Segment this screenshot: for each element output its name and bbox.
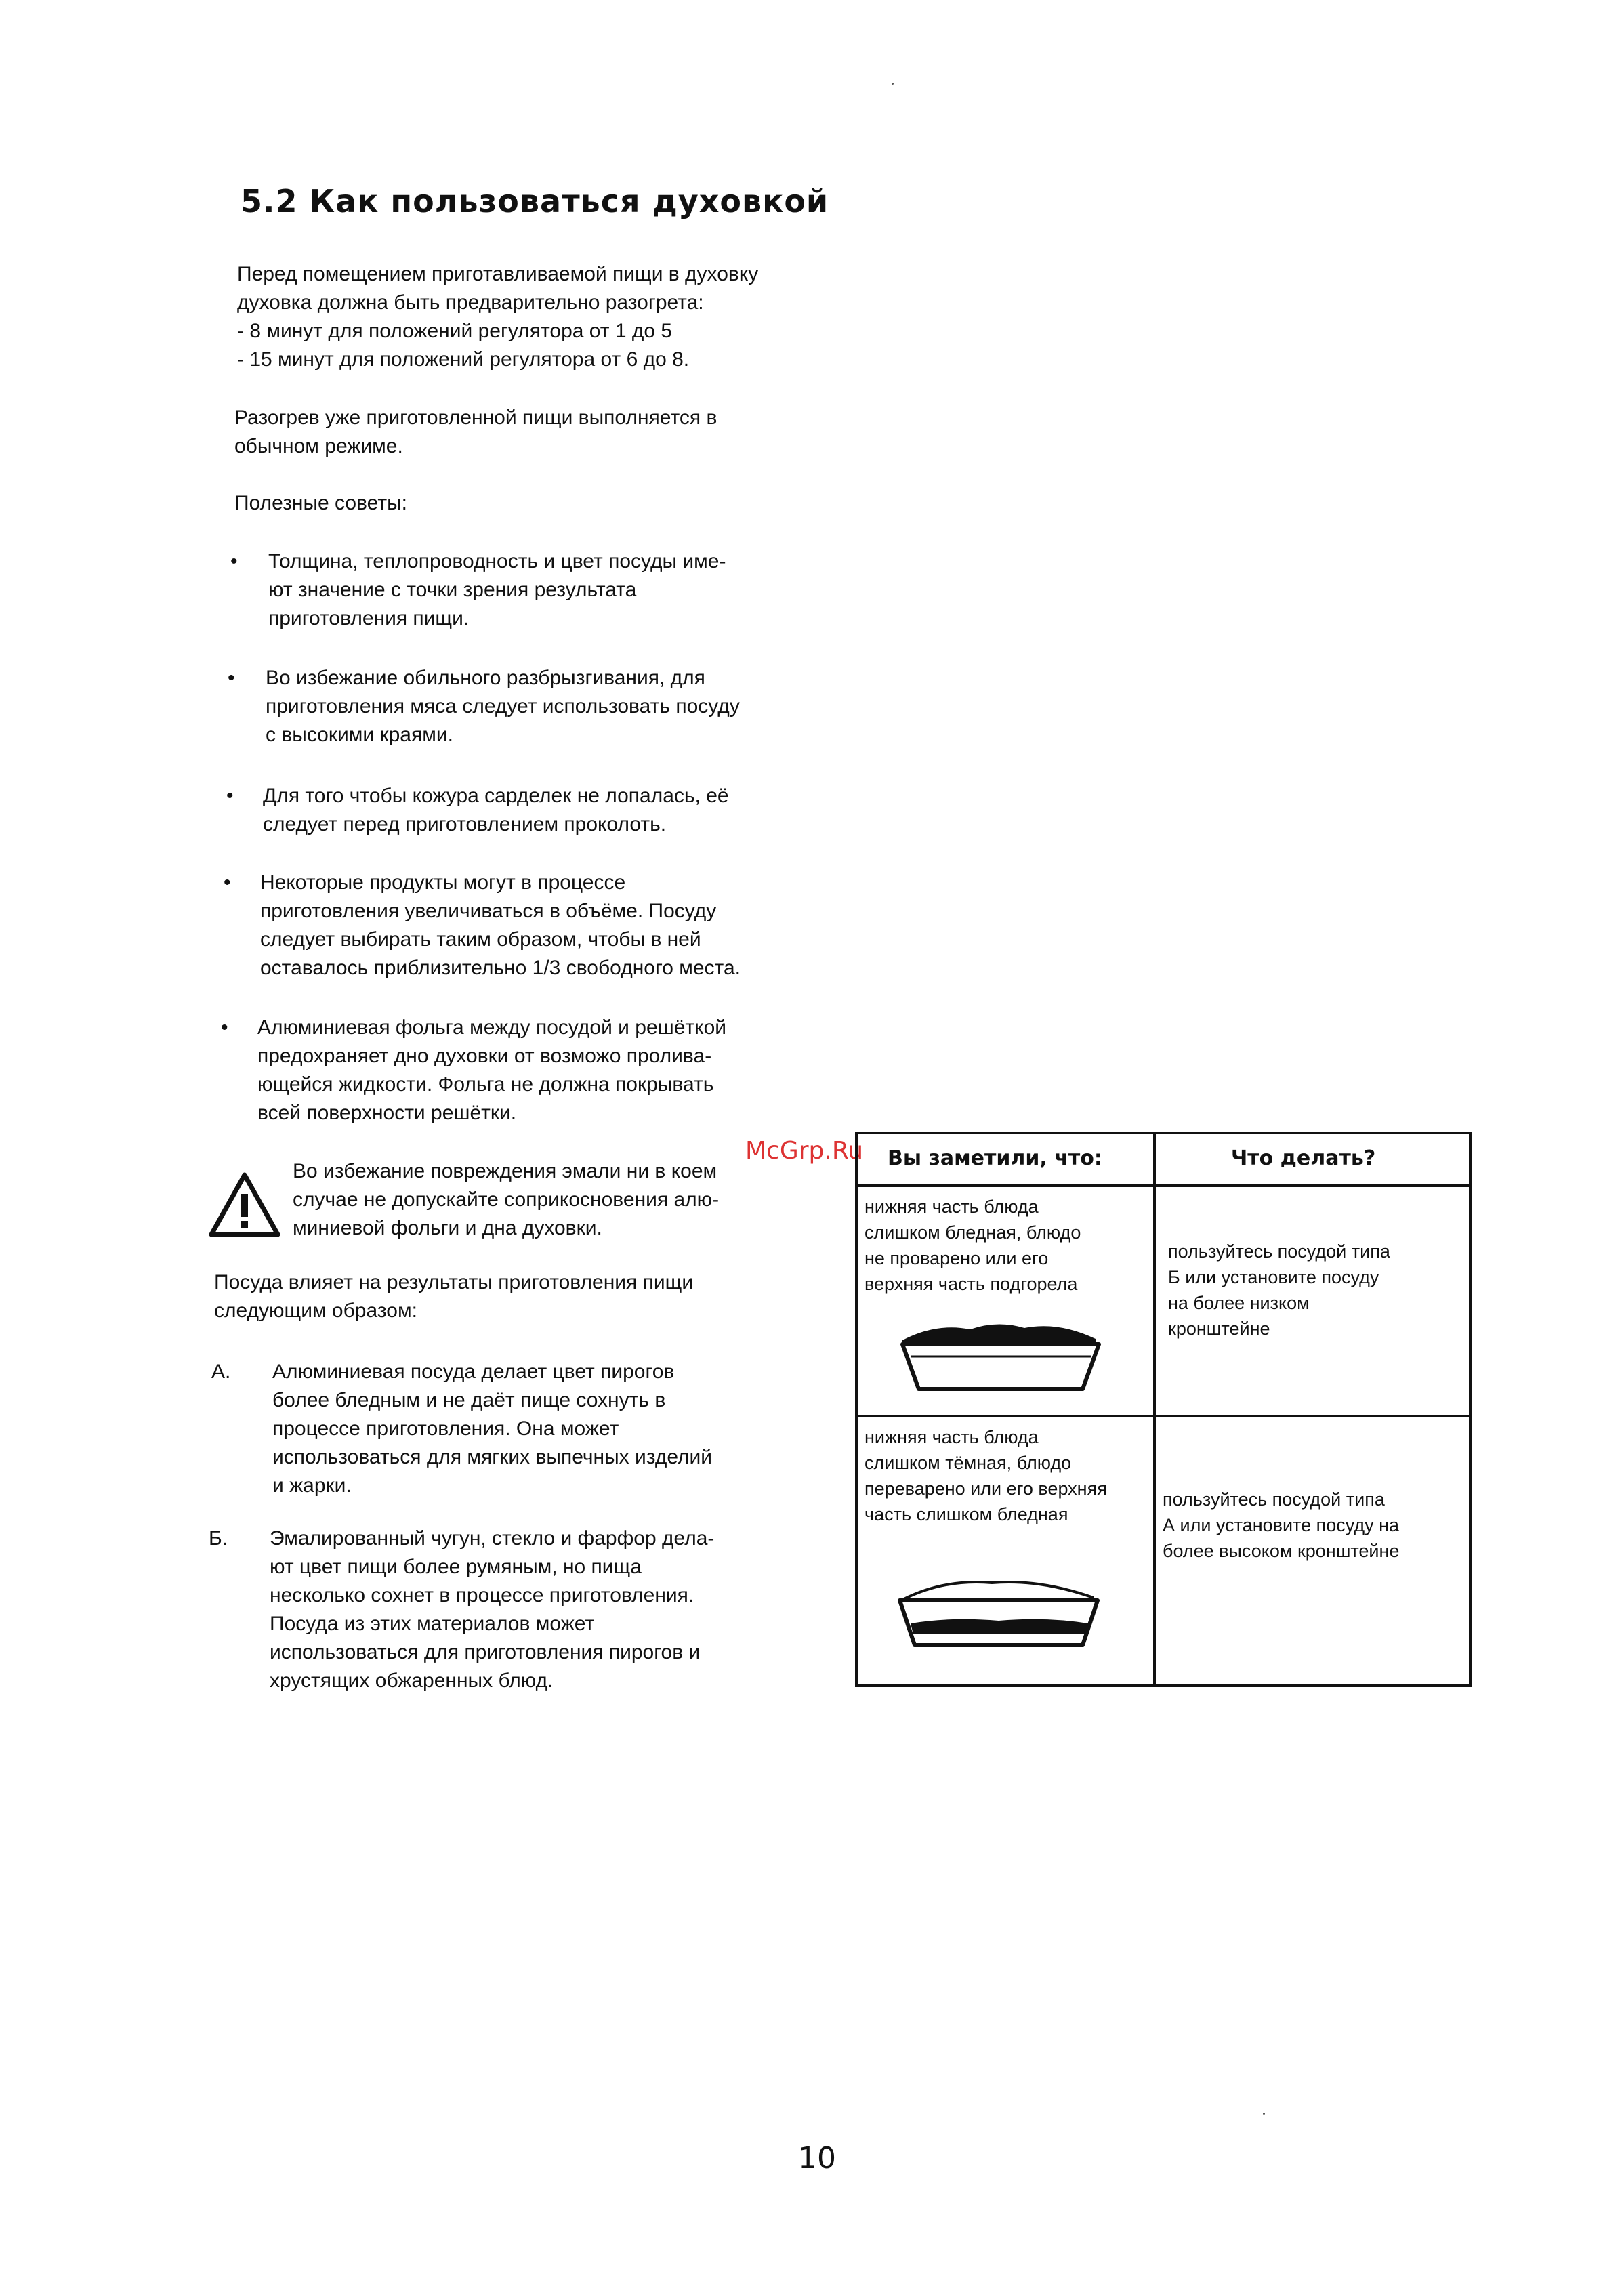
text-line: и жарки.	[272, 1474, 352, 1497]
text-line: переварено или его верхняя	[865, 1478, 1107, 1499]
column-header: Что делать?	[1231, 1146, 1376, 1170]
table-cell-observation	[865, 1424, 1146, 1527]
text-line: кронштейне	[1168, 1319, 1270, 1339]
bullet-icon: •	[221, 1016, 228, 1039]
text-line: следует перед приготовлением проколоть.	[263, 813, 667, 835]
scan-speck	[892, 83, 894, 85]
text-line: ют значение с точки зрения результата	[268, 579, 637, 601]
text-line: Б или установите посуду	[1168, 1267, 1379, 1287]
warning-triangle-icon	[207, 1171, 282, 1239]
text-line: приготовления пищи.	[268, 607, 470, 629]
text-line: Перед помещением приготавливаемой пищи в духовку	[237, 263, 759, 285]
text-line: нижняя часть блюда	[865, 1427, 1039, 1447]
text-line: ют цвет пищи более румяным, но пища	[270, 1556, 642, 1578]
text-line: всей поверхности решётки.	[257, 1102, 517, 1124]
text-line: с высокими краями.	[266, 724, 453, 746]
text-line: пользуйтесь посудой типа	[1168, 1241, 1390, 1262]
text-line: пользуйтесь посудой типа	[1163, 1489, 1385, 1510]
text-line: - 8 минут для положений регулятора от 1 до 5	[237, 320, 673, 342]
reheat-paragraph	[234, 404, 844, 461]
bullet-icon: •	[228, 667, 235, 689]
text-line: более бледным и не даёт пище сохнуть в	[272, 1389, 666, 1411]
tip-item	[263, 782, 839, 839]
table-divider	[855, 1184, 1472, 1187]
text-line: слишком тёмная, блюдо	[865, 1453, 1072, 1473]
text-line: Алюминиевая посуда делает цвет пирогов	[272, 1361, 675, 1383]
cookware-item	[270, 1524, 825, 1695]
table-divider	[1153, 1132, 1156, 1687]
text-line: часть слишком бледная	[865, 1504, 1068, 1524]
cookware-item	[272, 1358, 828, 1500]
text-line: духовка должна быть предварительно разогрета:	[237, 291, 704, 314]
text-line: Для того чтобы кожура сарделек не лопалась, её	[263, 785, 729, 807]
text-line: нижняя часть блюда	[865, 1197, 1039, 1217]
cookware-intro	[214, 1268, 824, 1325]
text-line: Во избежание обильного разбрызгивания, для	[266, 667, 705, 689]
table-divider	[855, 1415, 1472, 1417]
text-line: Разогрев уже приготовленной пищи выполняется в	[234, 407, 717, 429]
bullet-icon: •	[230, 550, 238, 573]
warning-text	[293, 1157, 848, 1243]
text-line: Посуда из этих материалов может	[270, 1613, 595, 1635]
text-line: процессе приготовления. Она может	[272, 1417, 619, 1440]
tip-item	[266, 664, 841, 749]
bullet-icon: •	[226, 785, 234, 807]
table-cell-observation	[865, 1194, 1146, 1297]
text-line: следует выбирать таким образом, чтобы в ней	[260, 928, 701, 951]
page-title: 5.2 Как пользоваться духовкой	[241, 183, 829, 220]
tips-heading: Полезные советы:	[234, 492, 407, 514]
dish-burnt-top-icon	[896, 1314, 1106, 1396]
list-marker: А.	[211, 1361, 231, 1383]
text-line: миниевой фольги и дна духовки.	[293, 1217, 602, 1239]
text-line: Посуда влияет на результаты приготовления пищи	[214, 1271, 694, 1293]
troubleshooting-table	[855, 1132, 1472, 1687]
text-line: более высоком кронштейне	[1163, 1541, 1400, 1561]
text-line: Алюминиевая фольга между посудой и решёткой	[257, 1016, 727, 1039]
text-line: использоваться для приготовления пирогов и	[270, 1641, 701, 1663]
table-cell-action	[1168, 1239, 1459, 1342]
text-line: Эмалированный чугун, стекло и фарфор дела-	[270, 1527, 715, 1550]
text-line: использоваться для мягких выпечных изделий	[272, 1446, 713, 1468]
table-cell-action	[1163, 1487, 1461, 1564]
text-line: А или установите посуду на	[1163, 1515, 1400, 1535]
text-line: Некоторые продукты могут в процессе	[260, 871, 626, 894]
text-line: несколько сохнет в процессе приготовления.	[270, 1584, 694, 1606]
tip-item	[260, 869, 836, 982]
text-line: слишком бледная, блюдо	[865, 1222, 1081, 1243]
text-line: обычном режиме.	[234, 435, 403, 457]
tip-item	[257, 1014, 833, 1127]
text-line: приготовления увеличиваться в объёме. Посуду	[260, 900, 717, 922]
watermark: McGrp.Ru	[745, 1137, 864, 1165]
text-line: случае не допускайте соприкосновения алю-	[293, 1188, 720, 1211]
text-line: - 15 минут для положений регулятора от 6 до 8.	[237, 348, 690, 371]
preheat-paragraph	[237, 260, 847, 374]
text-line: приготовления мяса следует использовать посуду	[266, 695, 740, 718]
text-line: Во избежание повреждения эмали ни в коем	[293, 1160, 717, 1182]
text-line: Толщина, теплопроводность и цвет посуды име-	[268, 550, 726, 573]
text-line: оставалось приблизительно 1/3 свободного места.	[260, 957, 741, 979]
column-header: Вы заметили, что:	[888, 1146, 1102, 1170]
list-marker: Б.	[209, 1527, 228, 1550]
page-number: 10	[798, 2141, 836, 2176]
scan-speck	[1263, 2113, 1265, 2115]
text-line: верхняя часть подгорела	[865, 1274, 1078, 1294]
text-line: хрустящих обжаренных блюд.	[270, 1669, 554, 1692]
text-line: не проварено или его	[865, 1248, 1049, 1268]
text-line: предохраняет дно духовки от возможо пролива-	[257, 1045, 712, 1067]
bullet-icon: •	[224, 871, 231, 894]
text-line: на более низком	[1168, 1293, 1310, 1313]
text-line: следующим образом:	[214, 1300, 417, 1322]
tip-item	[268, 547, 844, 633]
text-line: ющейся жидкости. Фольга не должна покрывать	[257, 1073, 714, 1096]
dish-dark-bottom-icon	[890, 1558, 1107, 1653]
